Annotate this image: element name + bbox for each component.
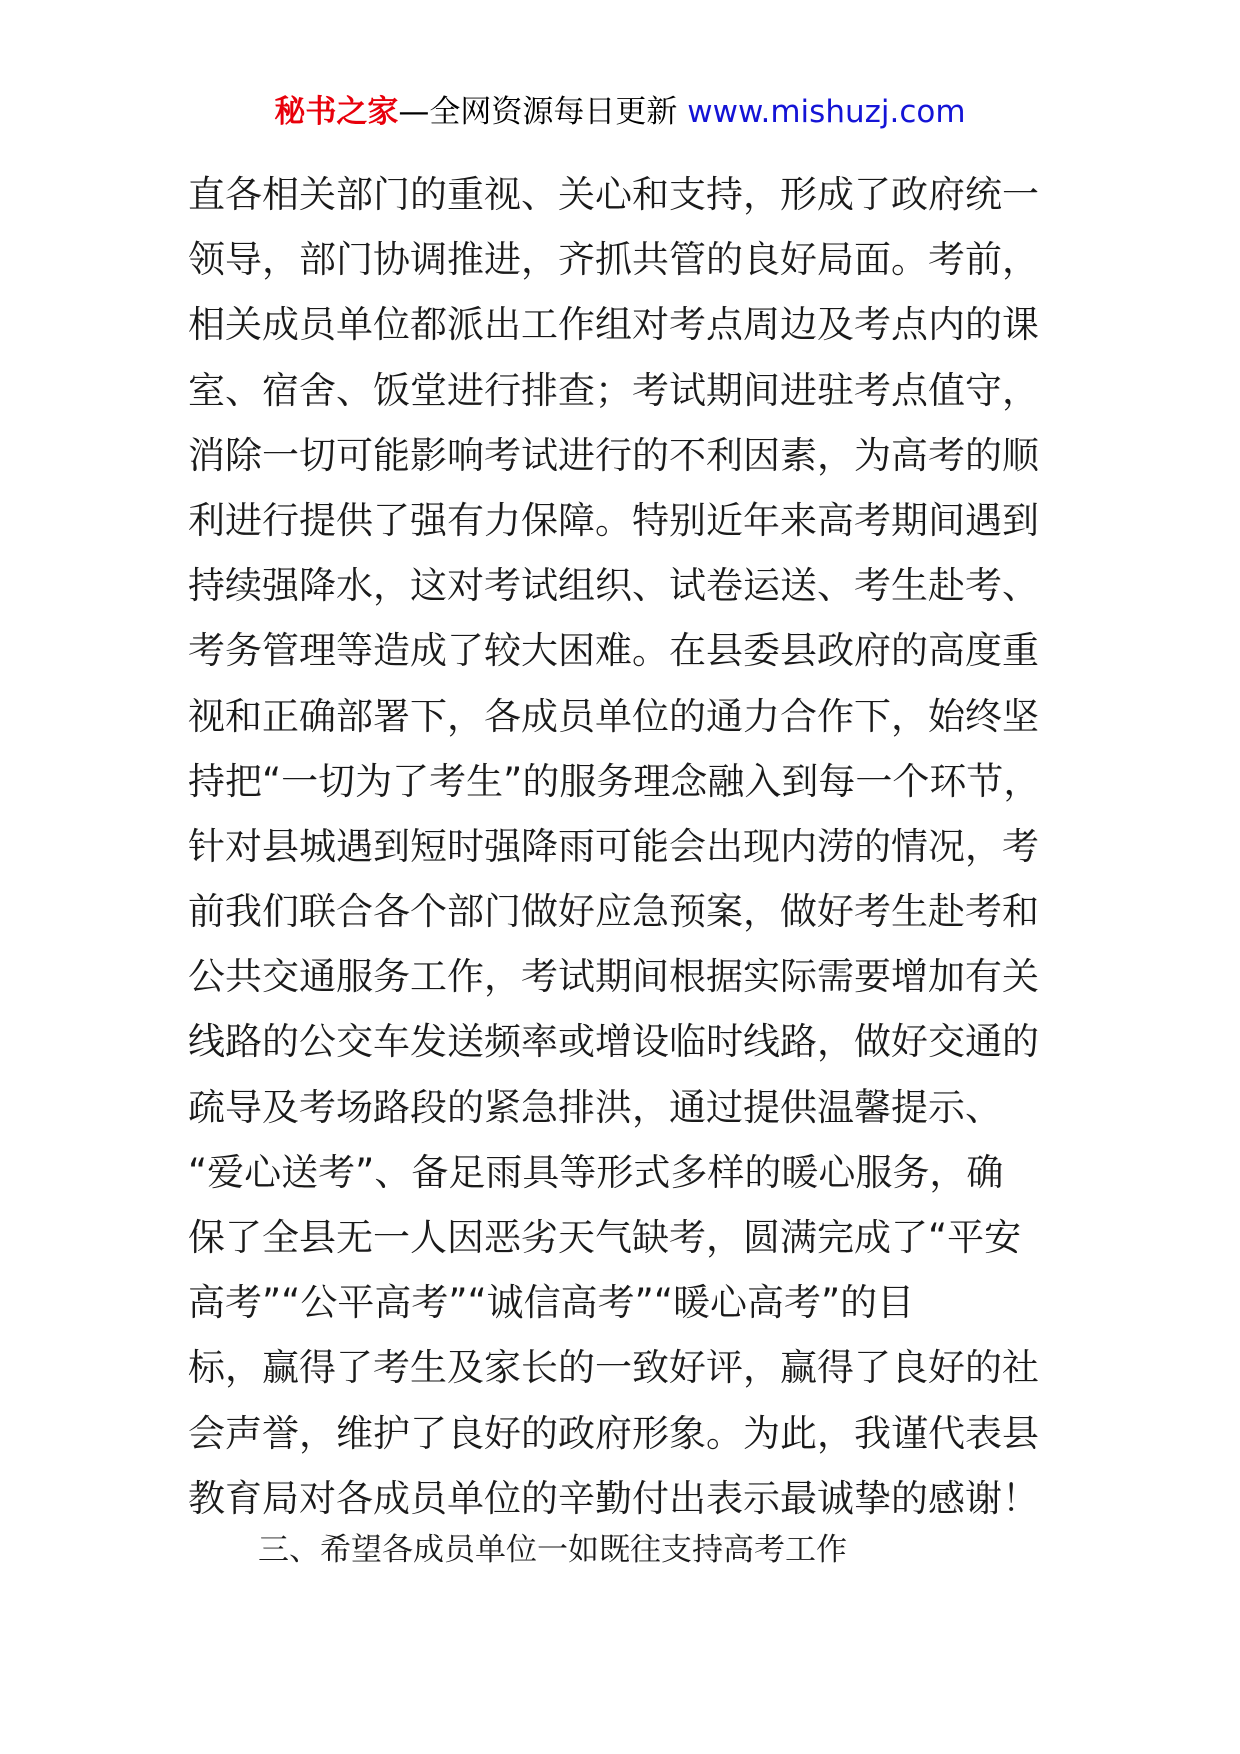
paragraph-line: 考务管理等造成了较大困难。在县委县政府的高度重 bbox=[188, 629, 1039, 673]
paragraph-line: 标，赢得了考生及家长的一致好评，赢得了良好的社 bbox=[188, 1346, 1039, 1390]
section-heading: 三、希望各成员单位一如既往支持高考工作 bbox=[258, 1532, 847, 1568]
paragraph-line: “爱心送考”、备足雨具等形式多样的暖心服务，确 bbox=[188, 1150, 1004, 1194]
paragraph-line: 相关成员单位都派出工作组对考点周边及考点内的课 bbox=[188, 303, 1039, 347]
paragraph-line: 持把“一切为了考生”的服务理念融入到每一个环节， bbox=[188, 759, 1041, 803]
paragraph-line: 领导，部门协调推进，齐抓共管的良好局面。考前， bbox=[188, 238, 1039, 282]
paragraph-line: 疏导及考场路段的紧急排洪，通过提供温馨提示、 bbox=[188, 1085, 1002, 1129]
body-paragraph bbox=[188, 162, 1068, 1531]
paragraph-line: 公共交通服务工作，考试期间根据实际需要增加有关 bbox=[188, 955, 1039, 999]
paragraph-line: 利进行提供了强有力保障。特别近年来高考期间遇到 bbox=[188, 498, 1039, 542]
paragraph-line: 前我们联合各个部门做好应急预案，做好考生赴考和 bbox=[188, 890, 1039, 934]
paragraph-line: 高考”“公平高考”“诚信高考”“暖心高考”的目 bbox=[188, 1281, 915, 1325]
paragraph-line: 针对县城遇到短时强降雨可能会出现内涝的情况，考 bbox=[188, 824, 1039, 868]
brand-name: 秘书之家 bbox=[274, 94, 399, 130]
paragraph-line: 视和正确部署下，各成员单位的通力合作下，始终坚 bbox=[188, 694, 1039, 738]
paragraph-line: 保了全县无一人因恶劣天气缺考，圆满完成了“平安 bbox=[188, 1216, 1022, 1259]
header-tagline: —全网资源每日更新 bbox=[398, 94, 688, 130]
paragraph-line: 线路的公交车发送频率或增设临时线路，做好交通的 bbox=[188, 1020, 1039, 1064]
paragraph-line: 教育局对各成员单位的辛勤付出表示最诚挚的感谢！ bbox=[188, 1476, 1039, 1520]
paragraph-line: 室、宿舍、饭堂进行排查；考试期间进驻考点值守， bbox=[188, 368, 1039, 412]
paragraph-line: 会声誉，维护了良好的政府形象。为此，我谨代表县 bbox=[188, 1411, 1039, 1455]
site-watermark-header bbox=[0, 92, 1240, 132]
paragraph-line: 消除一切可能影响考试进行的不利因素，为高考的顺 bbox=[188, 433, 1039, 477]
paragraph-line: 直各相关部门的重视、关心和支持，形成了政府统一 bbox=[188, 173, 1039, 216]
paragraph-line: 持续强降水，这对考试组织、试卷运送、考生赴考、 bbox=[188, 564, 1039, 608]
site-url-link[interactable]: www.mishuzj.com bbox=[687, 94, 966, 130]
